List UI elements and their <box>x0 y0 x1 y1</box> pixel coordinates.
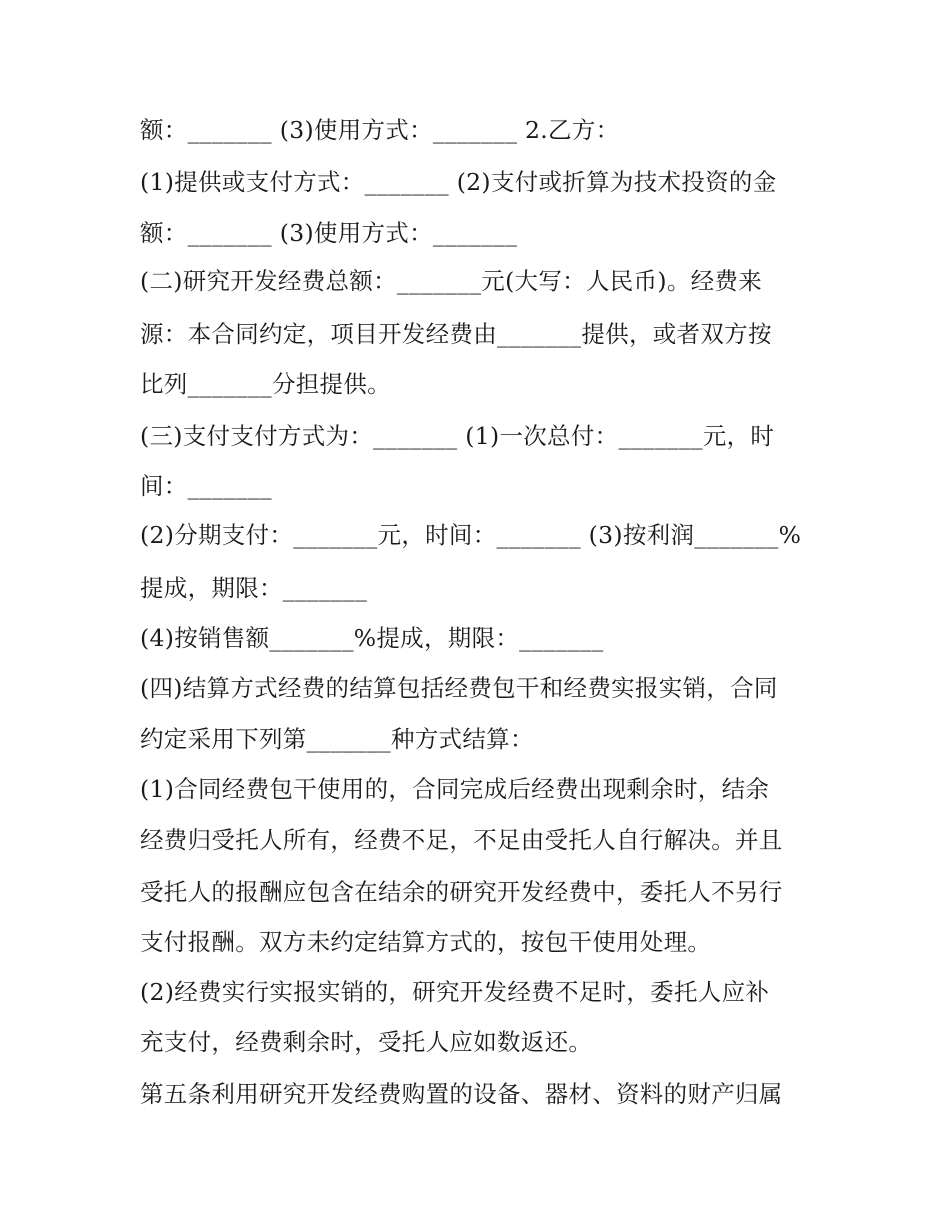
text-line: 源：本合同约定，项目开发经费由_______提供，或者双方按 <box>140 320 772 348</box>
text-line: (三)支付支付方式为：_______ (1)一次总付：_______元，时 <box>140 422 775 450</box>
text-line: (1)提供或支付方式：_______ (2)支付或折算为技术投资的金 <box>140 168 777 196</box>
text-line: 经费归受托人所有，经费不足，不足由受托人自行解决。并且 <box>140 826 783 854</box>
text-line: 约定采用下列第_______种方式结算： <box>140 725 534 753</box>
text-line: (2)分期支付：_______元，时间：_______ (3)按利润_______% <box>140 521 802 549</box>
text-line: 充支付，经费剩余时，受托人应如数返还。 <box>140 1028 593 1056</box>
text-line: 比列_______分担提供。 <box>140 370 391 398</box>
text-line: (2)经费实行实报实销的，研究开发经费不足时，委托人应补 <box>140 978 770 1006</box>
text-line: 额：_______ (3)使用方式：_______ 2.乙方： <box>140 116 620 144</box>
text-line: 提成，期限：_______ <box>140 574 368 602</box>
text-line: 间：_______ <box>140 472 272 500</box>
text-line: 受托人的报酬应包含在结余的研究开发经费中，委托人不另行 <box>140 878 783 906</box>
text-line: (1)合同经费包干使用的，合同完成后经费出现剩余时，结余 <box>140 775 770 803</box>
text-line: 第五条利用研究开发经费购置的设备、器材、资料的财产归属 <box>140 1080 783 1108</box>
text-line: (4)按销售额_______%提成，期限：_______ <box>140 624 604 652</box>
text-line: (四)结算方式经费的结算包括经费包干和经费实报实销，合同 <box>140 674 778 702</box>
text-line: 支付报酬。双方未约定结算方式的，按包干使用处理。 <box>140 928 712 956</box>
text-line: 额：_______ (3)使用方式：_______ <box>140 219 518 247</box>
text-line: (二)研究开发经费总额：_______元(大写：人民币)。经费来 <box>140 267 763 295</box>
